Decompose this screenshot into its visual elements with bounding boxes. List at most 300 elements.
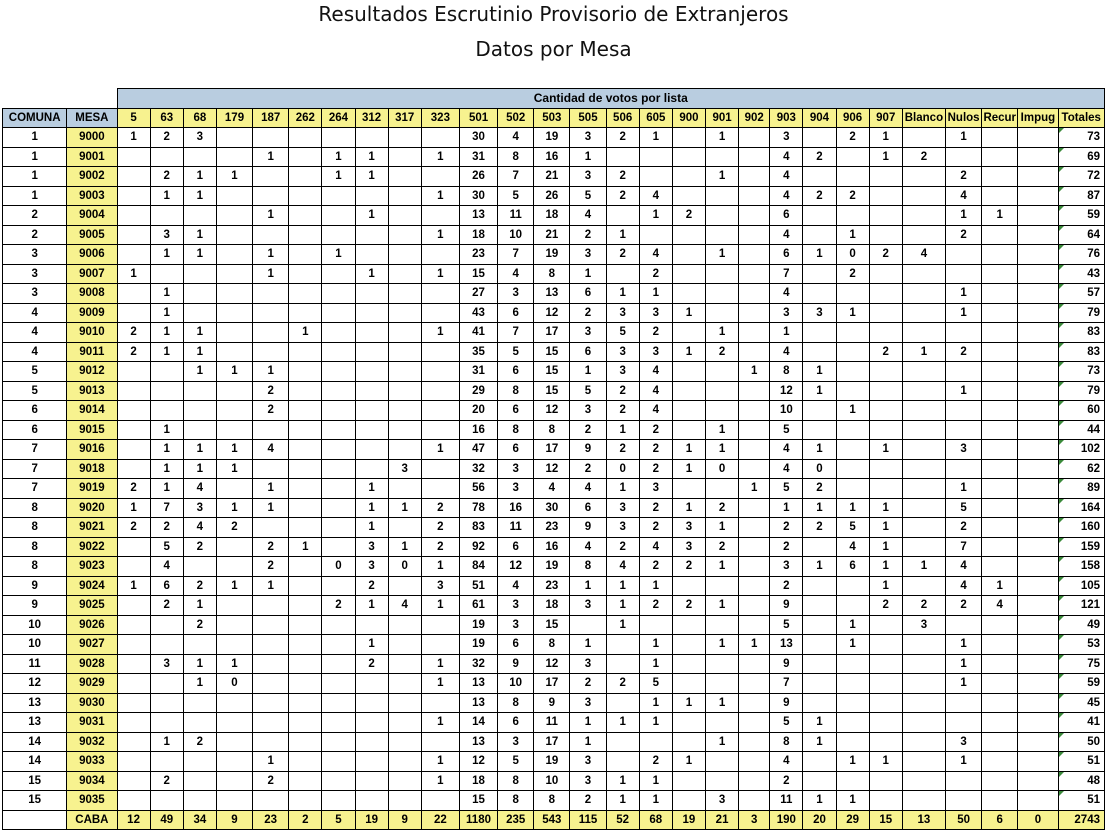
vote-cell <box>421 479 459 499</box>
vote-cell: 2 <box>183 537 216 557</box>
vote-cell: 11 <box>498 518 534 538</box>
vote-cell <box>1018 303 1058 323</box>
vote-cell: 2 <box>869 596 902 616</box>
vote-cell: 5 <box>770 420 803 440</box>
vote-cell: 1 <box>803 791 836 811</box>
row-total-cell: 60 <box>1058 401 1105 421</box>
table-row <box>3 381 1105 401</box>
vote-cell: 1 <box>150 186 183 206</box>
vote-cell: 1 <box>672 440 705 460</box>
row-total-cell: 51 <box>1058 791 1105 811</box>
vote-cell <box>355 381 388 401</box>
total-cell: 19 <box>355 810 388 830</box>
vote-cell: 1 <box>803 557 836 577</box>
comuna-cell: 13 <box>3 693 67 713</box>
vote-cell: 1 <box>982 576 1018 596</box>
vote-cell <box>1018 615 1058 635</box>
vote-cell <box>117 654 150 674</box>
vote-cell: 2 <box>183 615 216 635</box>
row-total-cell: 121 <box>1058 596 1105 616</box>
vote-cell <box>982 752 1018 772</box>
page-title: Resultados Escrutinio Provisorio de Extranjeros <box>318 2 789 26</box>
vote-cell <box>289 245 322 265</box>
vote-cell <box>388 440 421 460</box>
vote-cell <box>322 420 355 440</box>
mesa-cell: 9031 <box>67 713 117 733</box>
vote-cell: 4 <box>388 596 421 616</box>
table-row <box>3 342 1105 362</box>
row-total-cell: 76 <box>1058 245 1105 265</box>
vote-cell: 2 <box>183 732 216 752</box>
vote-cell <box>150 752 183 772</box>
vote-cell: 6 <box>498 401 534 421</box>
vote-cell: 1 <box>770 498 803 518</box>
mesa-cell: 9025 <box>67 596 117 616</box>
vote-cell <box>388 264 421 284</box>
column-header: 907 <box>869 108 902 128</box>
vote-cell <box>355 752 388 772</box>
vote-cell: 9 <box>770 596 803 616</box>
vote-cell <box>982 440 1018 460</box>
vote-cell <box>388 147 421 167</box>
vote-cell <box>902 576 945 596</box>
vote-cell <box>421 459 459 479</box>
vote-cell: 13 <box>459 693 497 713</box>
vote-cell: 1 <box>639 576 672 596</box>
vote-cell: 13 <box>459 674 497 694</box>
vote-cell <box>117 440 150 460</box>
vote-cell <box>739 596 770 616</box>
vote-cell <box>1018 713 1058 733</box>
vote-cell <box>289 420 322 440</box>
vote-cell: 23 <box>459 245 497 265</box>
vote-cell <box>739 459 770 479</box>
vote-cell <box>150 635 183 655</box>
vote-cell: 2 <box>672 596 705 616</box>
vote-cell: 8 <box>770 362 803 382</box>
vote-cell: 1 <box>606 713 639 733</box>
vote-cell: 1 <box>836 401 869 421</box>
mesa-cell: 9030 <box>67 693 117 713</box>
vote-cell <box>982 381 1018 401</box>
vote-cell <box>639 732 672 752</box>
vote-cell: 1 <box>706 323 739 343</box>
vote-cell: 1 <box>253 362 289 382</box>
vote-cell: 1 <box>183 674 216 694</box>
total-cell: 190 <box>770 810 803 830</box>
vote-cell <box>355 674 388 694</box>
table-row <box>3 323 1105 343</box>
vote-cell <box>117 206 150 226</box>
vote-cell <box>902 206 945 226</box>
vote-cell: 1 <box>639 635 672 655</box>
vote-cell: 1 <box>183 654 216 674</box>
vote-cell <box>803 674 836 694</box>
vote-cell <box>1018 323 1058 343</box>
vote-cell <box>421 206 459 226</box>
comuna-cell: 1 <box>3 167 67 187</box>
vote-cell <box>183 401 216 421</box>
column-header: 179 <box>216 108 252 128</box>
vote-cell: 1 <box>869 576 902 596</box>
vote-cell: 1 <box>253 752 289 772</box>
vote-cell: 1 <box>253 245 289 265</box>
vote-cell: 1 <box>355 264 388 284</box>
vote-cell: 3 <box>388 459 421 479</box>
vote-cell: 1 <box>606 771 639 791</box>
vote-cell <box>869 401 902 421</box>
vote-cell <box>216 284 252 304</box>
vote-cell: 2 <box>770 518 803 538</box>
vote-cell <box>836 654 869 674</box>
vote-cell <box>836 713 869 733</box>
total-cell: 21 <box>706 810 739 830</box>
vote-cell <box>322 479 355 499</box>
vote-cell <box>355 440 388 460</box>
vote-cell: 2 <box>117 518 150 538</box>
table-body <box>3 128 1105 830</box>
vote-cell <box>289 654 322 674</box>
vote-cell: 1 <box>421 752 459 772</box>
vote-cell: 8 <box>498 771 534 791</box>
vote-cell <box>289 284 322 304</box>
vote-cell: 7 <box>498 245 534 265</box>
mesa-cell: 9033 <box>67 752 117 772</box>
vote-cell <box>289 713 322 733</box>
vote-cell: 2 <box>253 557 289 577</box>
vote-cell: 2 <box>606 167 639 187</box>
vote-cell <box>606 147 639 167</box>
comuna-cell: 7 <box>3 479 67 499</box>
vote-cell <box>902 186 945 206</box>
vote-cell <box>1018 401 1058 421</box>
vote-cell: 4 <box>498 264 534 284</box>
vote-cell: 2 <box>639 420 672 440</box>
vote-cell <box>322 342 355 362</box>
table-row <box>3 557 1105 577</box>
vote-cell: 17 <box>534 323 570 343</box>
total-cell: 50 <box>946 810 982 830</box>
vote-cell: 47 <box>459 440 497 460</box>
vote-cell <box>117 771 150 791</box>
column-header: 503 <box>534 108 570 128</box>
vote-cell <box>322 537 355 557</box>
vote-cell <box>639 147 672 167</box>
vote-cell: 1 <box>355 518 388 538</box>
vote-cell: 1 <box>117 498 150 518</box>
vote-cell <box>946 420 982 440</box>
vote-cell <box>982 225 1018 245</box>
vote-cell: 19 <box>459 615 497 635</box>
vote-cell: 4 <box>570 479 606 499</box>
vote-cell: 8 <box>570 557 606 577</box>
vote-cell: 2 <box>639 498 672 518</box>
vote-cell: 4 <box>498 128 534 148</box>
table-row <box>3 771 1105 791</box>
total-cell: 12 <box>117 810 150 830</box>
vote-cell <box>1018 284 1058 304</box>
vote-cell <box>739 674 770 694</box>
total-cell: 19 <box>672 810 705 830</box>
row-total-cell: 73 <box>1058 362 1105 382</box>
vote-cell: 2 <box>770 537 803 557</box>
vote-cell: 1 <box>355 206 388 226</box>
vote-cell: 2 <box>672 557 705 577</box>
vote-cell <box>946 791 982 811</box>
vote-cell: 4 <box>570 537 606 557</box>
vote-cell <box>1018 654 1058 674</box>
vote-cell <box>902 713 945 733</box>
vote-cell <box>803 693 836 713</box>
vote-cell <box>388 791 421 811</box>
vote-cell: 5 <box>639 674 672 694</box>
vote-cell: 4 <box>570 206 606 226</box>
vote-cell <box>150 401 183 421</box>
vote-cell <box>117 693 150 713</box>
vote-cell: 1 <box>150 284 183 304</box>
table-row <box>3 752 1105 772</box>
vote-cell <box>216 596 252 616</box>
vote-cell: 1 <box>946 128 982 148</box>
vote-cell: 1 <box>570 576 606 596</box>
column-header: 501 <box>459 108 497 128</box>
vote-cell: 3 <box>639 342 672 362</box>
vote-cell: 3 <box>639 479 672 499</box>
vote-cell: 1 <box>706 693 739 713</box>
vote-cell <box>388 323 421 343</box>
vote-cell <box>869 713 902 733</box>
vote-cell <box>388 713 421 733</box>
comuna-cell: 5 <box>3 381 67 401</box>
vote-cell: 2 <box>150 518 183 538</box>
vote-cell <box>1018 147 1058 167</box>
row-total-cell: 89 <box>1058 479 1105 499</box>
vote-cell <box>803 576 836 596</box>
vote-cell: 3 <box>150 225 183 245</box>
vote-cell: 6 <box>498 440 534 460</box>
vote-cell: 2 <box>803 147 836 167</box>
vote-cell <box>706 674 739 694</box>
comuna-cell: 8 <box>3 537 67 557</box>
vote-cell: 12 <box>534 654 570 674</box>
vote-cell: 1 <box>869 147 902 167</box>
vote-cell: 30 <box>459 128 497 148</box>
vote-cell: 3 <box>498 732 534 752</box>
vote-cell: 1 <box>770 323 803 343</box>
vote-cell: 35 <box>459 342 497 362</box>
vote-cell: 2 <box>639 323 672 343</box>
vote-cell: 1 <box>836 498 869 518</box>
vote-cell <box>902 303 945 323</box>
vote-cell <box>706 576 739 596</box>
vote-cell <box>706 147 739 167</box>
vote-cell: 1 <box>150 303 183 323</box>
vote-cell: 8 <box>498 420 534 440</box>
vote-cell <box>388 674 421 694</box>
vote-cell <box>1018 596 1058 616</box>
vote-cell <box>869 791 902 811</box>
vote-cell: 2 <box>706 537 739 557</box>
vote-cell <box>1018 498 1058 518</box>
total-cell: 34 <box>183 810 216 830</box>
vote-cell <box>421 732 459 752</box>
vote-cell: 1 <box>355 596 388 616</box>
vote-cell <box>739 147 770 167</box>
table-row <box>3 206 1105 226</box>
vote-cell: 12 <box>534 303 570 323</box>
column-header: 5 <box>117 108 150 128</box>
vote-cell: 8 <box>498 381 534 401</box>
vote-cell <box>355 732 388 752</box>
vote-cell <box>672 323 705 343</box>
column-header: 902 <box>739 108 770 128</box>
column-header: Totales <box>1058 108 1105 128</box>
vote-cell <box>322 693 355 713</box>
vote-cell: 1 <box>150 342 183 362</box>
mesa-cell: 9026 <box>67 615 117 635</box>
vote-cell: 1 <box>706 167 739 187</box>
vote-cell: 11 <box>534 713 570 733</box>
vote-cell: 3 <box>498 284 534 304</box>
vote-cell: 1 <box>706 596 739 616</box>
vote-cell <box>982 635 1018 655</box>
vote-cell: 14 <box>459 713 497 733</box>
vote-cell <box>388 284 421 304</box>
vote-cell <box>421 693 459 713</box>
vote-cell: 1 <box>706 635 739 655</box>
table-row <box>3 537 1105 557</box>
vote-cell <box>739 186 770 206</box>
vote-cell: 1 <box>836 303 869 323</box>
band-header: Cantidad de votos por lista <box>117 89 1105 109</box>
vote-cell: 2 <box>606 186 639 206</box>
vote-cell: 26 <box>534 186 570 206</box>
vote-cell <box>706 225 739 245</box>
vote-cell <box>639 167 672 187</box>
vote-cell <box>289 615 322 635</box>
header-mesa: MESA <box>67 108 117 128</box>
vote-cell: 2 <box>606 381 639 401</box>
vote-cell: 4 <box>534 479 570 499</box>
mesa-cell: 9022 <box>67 537 117 557</box>
comuna-cell: 13 <box>3 713 67 733</box>
row-total-cell: 105 <box>1058 576 1105 596</box>
vote-cell <box>322 635 355 655</box>
vote-cell: 15 <box>534 381 570 401</box>
vote-cell: 4 <box>946 557 982 577</box>
vote-cell: 1 <box>421 147 459 167</box>
vote-cell: 2 <box>355 576 388 596</box>
vote-cell <box>706 401 739 421</box>
vote-cell: 1 <box>803 498 836 518</box>
vote-cell: 2 <box>150 771 183 791</box>
vote-cell: 26 <box>459 167 497 187</box>
vote-cell <box>421 401 459 421</box>
vote-cell: 4 <box>639 381 672 401</box>
vote-cell: 1 <box>639 771 672 791</box>
vote-cell: 7 <box>498 323 534 343</box>
vote-cell: 3 <box>606 518 639 538</box>
vote-cell: 6 <box>498 635 534 655</box>
results-table <box>2 88 1105 830</box>
vote-cell <box>946 693 982 713</box>
vote-cell: 2 <box>183 576 216 596</box>
vote-cell <box>289 401 322 421</box>
vote-cell: 1 <box>421 323 459 343</box>
vote-cell: 1 <box>570 635 606 655</box>
vote-cell <box>902 674 945 694</box>
vote-cell <box>739 771 770 791</box>
vote-cell <box>289 381 322 401</box>
vote-cell <box>183 206 216 226</box>
vote-cell <box>803 752 836 772</box>
row-total-cell: 79 <box>1058 303 1105 323</box>
row-total-cell: 75 <box>1058 654 1105 674</box>
vote-cell: 1 <box>946 674 982 694</box>
vote-cell: 2 <box>869 342 902 362</box>
vote-cell <box>706 381 739 401</box>
vote-cell <box>803 420 836 440</box>
vote-cell: 2 <box>803 186 836 206</box>
vote-cell <box>150 615 183 635</box>
vote-cell: 83 <box>459 518 497 538</box>
vote-cell: 3 <box>570 654 606 674</box>
comuna-cell: 6 <box>3 401 67 421</box>
vote-cell: 2 <box>706 342 739 362</box>
vote-cell <box>322 284 355 304</box>
table-row <box>3 596 1105 616</box>
totals-label: CABA <box>67 810 117 830</box>
vote-cell <box>388 615 421 635</box>
row-total-cell: 59 <box>1058 674 1105 694</box>
vote-cell <box>869 732 902 752</box>
vote-cell <box>183 264 216 284</box>
vote-cell: 1 <box>183 440 216 460</box>
vote-cell: 1 <box>216 654 252 674</box>
vote-cell <box>253 518 289 538</box>
total-cell: 543 <box>534 810 570 830</box>
vote-cell: 4 <box>498 576 534 596</box>
vote-cell: 15 <box>459 264 497 284</box>
vote-cell <box>388 342 421 362</box>
vote-cell: 7 <box>770 264 803 284</box>
vote-cell: 1 <box>739 479 770 499</box>
vote-cell <box>836 420 869 440</box>
vote-cell <box>150 713 183 733</box>
row-total-cell: 45 <box>1058 693 1105 713</box>
vote-cell <box>388 752 421 772</box>
vote-cell <box>606 752 639 772</box>
vote-cell <box>355 362 388 382</box>
vote-cell: 8 <box>534 420 570 440</box>
vote-cell: 1 <box>183 245 216 265</box>
vote-cell <box>1018 771 1058 791</box>
vote-cell <box>289 752 322 772</box>
vote-cell: 1 <box>570 732 606 752</box>
vote-cell: 32 <box>459 654 497 674</box>
vote-cell: 1 <box>606 791 639 811</box>
vote-cell <box>421 303 459 323</box>
vote-cell: 4 <box>770 167 803 187</box>
vote-cell: 41 <box>459 323 497 343</box>
vote-cell: 5 <box>570 186 606 206</box>
vote-cell <box>902 128 945 148</box>
vote-cell <box>869 225 902 245</box>
vote-cell <box>836 381 869 401</box>
vote-cell: 1 <box>803 381 836 401</box>
vote-cell: 3 <box>355 557 388 577</box>
vote-cell: 1 <box>946 381 982 401</box>
